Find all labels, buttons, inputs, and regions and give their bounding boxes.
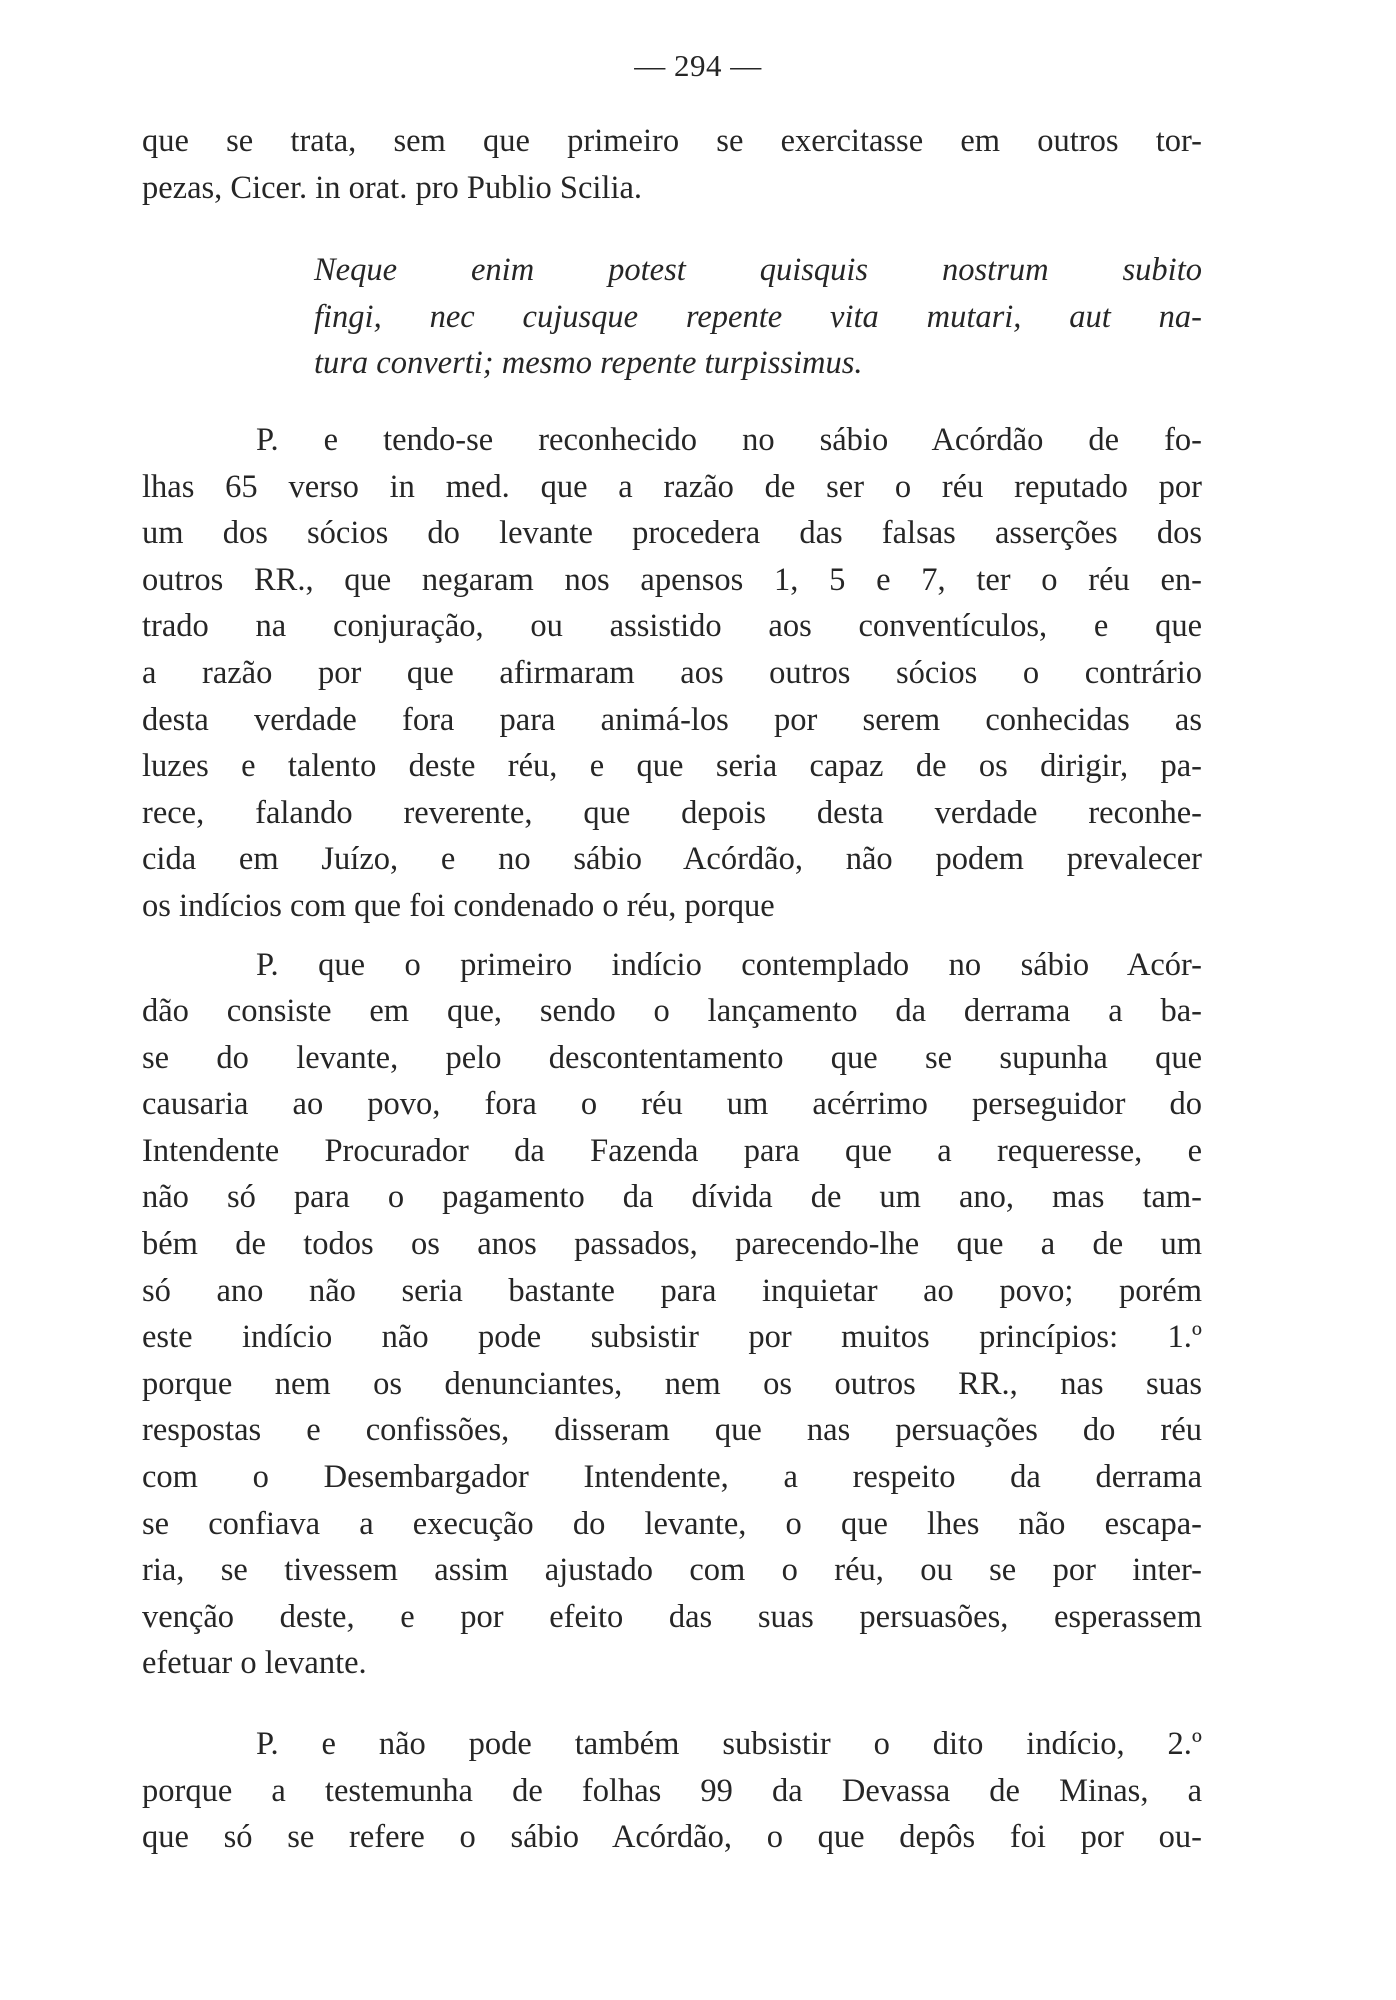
text-line: ria, se tivessem assim ajustado com o réu, ou se por inter- — [142, 1552, 1202, 1589]
text-line: a razão por que afirmaram aos outros sócios o contrário — [142, 654, 1202, 691]
page-number: — 294 — — [634, 48, 762, 83]
text-line: rece, falando reverente, que depois desta verdade reconhe- — [142, 794, 1202, 831]
text-line: os indícios com que foi condenado o réu, porque — [142, 887, 775, 924]
text-line: dão consiste em que, sendo o lançamento da derrama a ba- — [142, 993, 1202, 1030]
text-line: bém de todos os anos passados, parecendo-lhe que a de um — [142, 1226, 1202, 1263]
text-line: P. e tendo-se reconhecido no sábio Acórdão de fo- — [256, 421, 1202, 458]
text-line: cida em Juízo, e no sábio Acórdão, não podem prevalecer — [142, 841, 1202, 878]
quote-line: tura converti; mesmo repente turpissimus. — [314, 345, 863, 382]
text-line: porque a testemunha de folhas 99 da Devassa de Minas, a — [142, 1772, 1202, 1809]
paragraph-4 — [142, 1721, 1202, 1861]
text-line: causaria ao povo, fora o réu um acérrimo perseguidor do — [142, 1086, 1202, 1123]
text-line: P. e não pode também subsistir o dito indício, 2.º — [256, 1726, 1202, 1762]
text-line: luzes e talento deste réu, e que seria capaz de os dirigir, pa- — [142, 748, 1202, 785]
text-line: lhas 65 verso in med. que a razão de ser o réu reputado por — [142, 468, 1202, 505]
text-line: não só para o pagamento da dívida de um ano, mas tam- — [142, 1179, 1202, 1216]
paragraph-3 — [142, 942, 1202, 1688]
text-line: Intendente Procurador da Fazenda para que a requeresse, e — [142, 1132, 1202, 1169]
body-text — [142, 118, 1202, 1861]
text-line: pezas, Cicer. in orat. pro Publio Scilia. — [142, 169, 643, 206]
text-line: venção deste, e por efeito das suas persuasões, esperassem — [142, 1598, 1202, 1635]
text-line: trado na conjuração, ou assistido aos conventículos, e que — [142, 608, 1202, 645]
text-line: que só se refere o sábio Acórdão, o que depôs foi por ou- — [142, 1819, 1202, 1856]
text-line: um dos sócios do levante procedera das falsas asserções dos — [142, 515, 1202, 552]
text-line: outros RR., que negaram nos apensos 1, 5 e 7, ter o réu en- — [142, 561, 1202, 598]
paragraph-1 — [142, 118, 1202, 211]
text-line: desta verdade fora para animá-los por serem conhecidas as — [142, 701, 1202, 738]
text-line: se do levante, pelo descontentamento que se supunha que — [142, 1039, 1202, 1076]
text-line: se confiava a execução do levante, o que lhes não escapa- — [142, 1505, 1202, 1542]
text-line: efetuar o levante. — [142, 1645, 367, 1682]
text-line: com o Desembargador Intendente, a respeito da derrama — [142, 1459, 1202, 1496]
quote-line: fingi, nec cujusque repente vita mutari, aut na- — [314, 298, 1202, 335]
text-line: respostas e confissões, disseram que nas persuações do réu — [142, 1412, 1202, 1449]
text-line: que se trata, sem que primeiro se exercitasse em outros tor- — [142, 123, 1202, 159]
latin-quotation — [142, 247, 1202, 387]
text-line: este indício não pode subsistir por muitos princípios: 1.º — [142, 1319, 1202, 1356]
text-line: P. que o primeiro indício contemplado no sábio Acór- — [256, 946, 1202, 983]
paragraph-2 — [142, 417, 1202, 930]
text-line: só ano não seria bastante para inquietar ao povo; porém — [142, 1272, 1202, 1309]
quote-line: Neque enim potest quisquis nostrum subito — [314, 252, 1202, 289]
text-line: porque nem os denunciantes, nem os outros RR., nas suas — [142, 1365, 1202, 1402]
